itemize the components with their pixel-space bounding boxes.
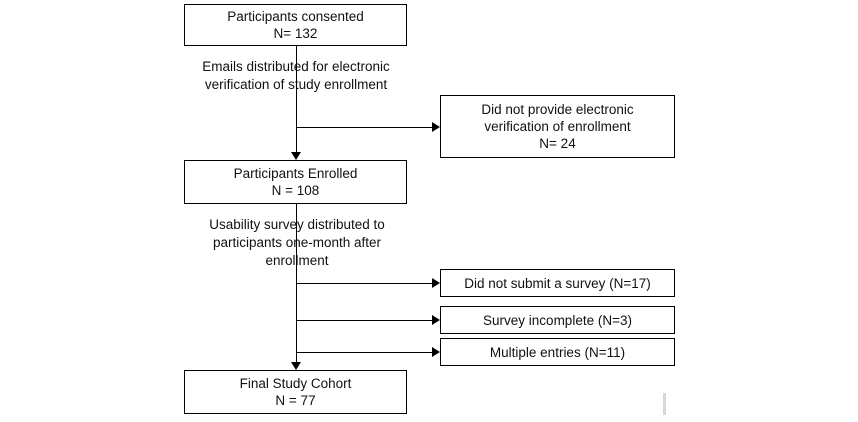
node-line: Multiple entries (N=11): [489, 344, 626, 360]
annotation-line: Usability survey distributed to: [209, 217, 385, 232]
connector-to-multiple-entries: [296, 352, 434, 353]
node-line: N = 77: [275, 393, 316, 408]
connector-to-not-verified: [296, 127, 434, 128]
node-line: N= 132: [273, 26, 318, 41]
arrowhead-down-final: [291, 362, 301, 370]
node-line: N= 24: [539, 136, 576, 151]
arrowhead-right-multiple-entries: [432, 347, 440, 357]
annotation-line: participants one-month after: [212, 235, 382, 250]
node-final-study-cohort: [184, 370, 407, 414]
node-multiple-entries: [440, 338, 675, 366]
node-line: N = 108: [271, 183, 320, 198]
node-participants-consented: [184, 4, 407, 46]
arrowhead-down-enrolled: [291, 152, 301, 160]
annotation-usability-survey: [186, 216, 408, 270]
arrowhead-right-survey-incomplete: [432, 315, 440, 325]
connector-to-no-survey: [296, 283, 434, 284]
annotation-line: verification of study enrollment: [204, 77, 388, 92]
annotation-line: enrollment: [265, 253, 329, 268]
node-did-not-provide-verification: [440, 95, 675, 158]
node-line: Participants consented: [227, 9, 364, 24]
arrowhead-right-no-survey: [432, 278, 440, 288]
annotation-line: Emails distributed for electronic: [202, 59, 390, 74]
node-line: verification of enrollment: [484, 119, 631, 134]
connector-enrolled-to-final: [296, 204, 297, 368]
node-participants-enrolled: [184, 160, 407, 204]
node-line: Final Study Cohort: [239, 376, 352, 391]
arrowhead-right-not-verified: [432, 122, 440, 132]
node-line: Did not provide electronic: [481, 102, 634, 117]
node-survey-incomplete: [440, 306, 675, 334]
node-line: Participants Enrolled: [233, 166, 358, 181]
node-did-not-submit-survey: [440, 269, 675, 297]
connector-consented-to-enrolled: [296, 46, 297, 158]
node-line: Did not submit a survey (N=17): [464, 275, 651, 291]
connector-to-survey-incomplete: [296, 320, 434, 321]
node-line: Survey incomplete (N=3): [483, 312, 632, 328]
scan-artifact-mark: [663, 393, 666, 415]
